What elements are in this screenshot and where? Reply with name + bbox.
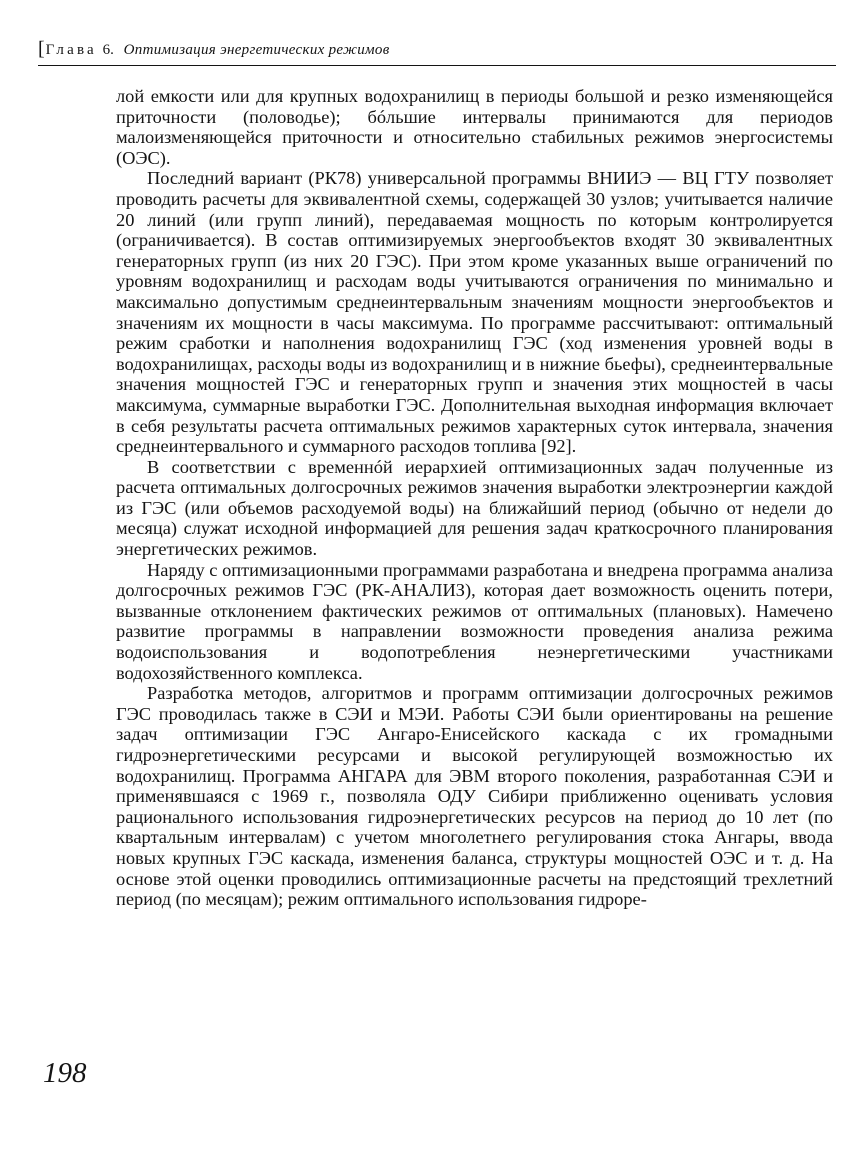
page-number: 198	[43, 1057, 87, 1089]
paragraph: Последний вариант (РК78) универсальной программы ВНИИЭ — ВЦ ГТУ позволяет проводить расчеты для эквивалентной схемы, содержащей 30 узлов; учитывается наличие 20 линий (или групп линий), передаваемая мощность по которым контролируется (ограничивается). В состав оптимизируемых энергообъектов входят 30 эквивалентных генераторных групп (из них 20 ГЭС). При этом кроме указанных выше ограничений по уровням водохранилищ и расходам воды учитываются ограничения по минимально и максимально допустимым среднеинтервальным значениям мощности энергообъектов и значениям их мощности в часы максимума. По программе рассчитывают: оптимальный режим сработки и наполнения водохранилищ ГЭС (ход изменения уровней воды в водохранилищах, расходы воды из водохранилищ и в нижние бьефы), среднеинтервальные значения мощностей ГЭС и генераторных групп и значения этих мощностей в часы максимума, суммарные выработки ГЭС. Дополнительная выходная информация включает в себя результаты расчета оптимальных режимов характерных суток интервала, значения среднеинтервального и суммарного расходов топлива [92].	[116, 168, 833, 457]
chapter-label: Глава	[45, 42, 97, 58]
chapter-number: 6.	[102, 42, 114, 58]
chapter-title: Оптимизация энергетических режимов	[123, 42, 390, 58]
paragraph: В соответствии с временнóй иерархией оптимизационных задач полученные из расчета оптимальных долгосрочных режимов значения выработки электроэнергии каждой из ГЭС (или объемов расходуемой воды) на ближайший период (обычно от недели до месяца) служат исходной информацией для решения задач краткосрочного планирования энергетических режимов.	[116, 456, 833, 560]
header-rule	[38, 65, 836, 66]
paragraph: Наряду с оптимизационными программами разработана и внедрена программа анализа долгосрочных режимов ГЭС (РК-АНАЛИЗ), которая дает возможность оценить потери, вызванные отклонением фактических режимов от оптимальных (плановых). Намечено развитие программы в направлении возможности проведения анализа режима водоиспользования и водопотребления неэнергетическими участниками водохозяйственного комплекса.	[116, 559, 833, 683]
paragraph-continuation: лой емкости или для крупных водохранилищ в периоды большой и резко изменяющейся приточности (половодье); бóльшие интервалы принимаются для периодов малоизменяющейся приточности и относительно стабильных режимов энергосистемы (ОЭС).	[116, 86, 833, 168]
header-bracket: [	[38, 38, 45, 60]
paragraph: Разработка методов, алгоритмов и программ оптимизации долгосрочных режимов ГЭС проводилась также в СЭИ и МЭИ. Работы СЭИ были ориентированы на решение задач оптимизации ГЭС Ангаро-Енисейского каскада с их громадными гидроэнергетическими ресурсами и высокой регулирующей возможностью их водохранилищ. Программа АНГАРА для ЭВМ второго поколения, разработанная СЭИ и применявшаяся с 1969 г., позволяла ОДУ Сибири приближенно оценивать условия рационального использования гидроэнергетических ресурсов на период до 10 лет (по квартальным интервалам) с учетом многолетнего регулирования стока Ангары, ввода новых крупных ГЭС каскада, изменения баланса, структуры мощностей ОЭС и т. д. На основе этой оценки проводились оптимизационные расчеты на предстоящий трехлетний период (по месяцам); режим оптимального использования гидроре-	[116, 683, 833, 910]
body-text	[116, 86, 833, 910]
running-header	[38, 36, 836, 62]
